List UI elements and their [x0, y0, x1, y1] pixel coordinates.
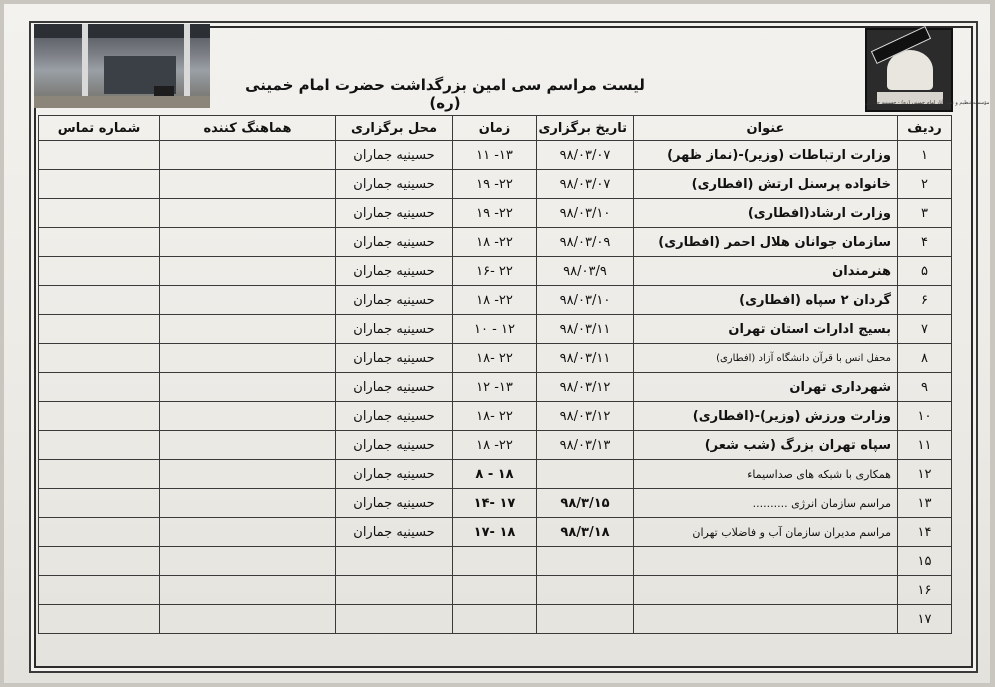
row-phone: [39, 199, 160, 228]
row-subject: مراسم سازمان انرژی ..........: [634, 489, 898, 518]
row-phone: [39, 315, 160, 344]
col-header-time: زمان: [453, 116, 537, 141]
row-subject: وزارت ارتباطات (وزیر)-(نماز ظهر): [634, 141, 898, 170]
table-row: [39, 373, 952, 402]
row-subject: [634, 576, 898, 605]
row-coordinator: [160, 431, 336, 460]
row-phone: [39, 576, 160, 605]
row-subject: سپاه تهران بزرگ (شب شعر): [634, 431, 898, 460]
col-header-phone: شماره تماس: [39, 116, 160, 141]
table-row: [39, 605, 952, 634]
page-title: لیست مراسم سی امین بزرگداشت حضرت امام خمینی (ره): [245, 76, 645, 112]
row-coordinator: [160, 402, 336, 431]
row-phone: [39, 402, 160, 431]
row-subject: وزارت ورزش (وزیر)-(افطاری): [634, 402, 898, 431]
row-date: ۹۸/۰۳/۱۲: [537, 373, 634, 402]
row-time: ۱۸ -۱۷: [453, 518, 537, 547]
row-place: [336, 576, 453, 605]
row-date: [537, 576, 634, 605]
row-subject: وزارت ارشاد(افطاری): [634, 199, 898, 228]
row-time: ۲۲- ۱۸: [453, 431, 537, 460]
row-time: ۲۲- ۱۹: [453, 199, 537, 228]
row-time: ۱۲ - ۱۰: [453, 315, 537, 344]
table-row: [39, 431, 952, 460]
table-row: [39, 344, 952, 373]
row-phone: [39, 228, 160, 257]
row-phone: [39, 605, 160, 634]
row-coordinator: [160, 344, 336, 373]
row-number: ۱۳: [898, 489, 952, 518]
row-coordinator: [160, 373, 336, 402]
row-coordinator: [160, 518, 336, 547]
row-number: ۶: [898, 286, 952, 315]
row-time: ۱۳- ۱۲: [453, 373, 537, 402]
row-time: ۲۲ -۱۸: [453, 402, 537, 431]
row-subject: خانواده پرسنل ارتش (افطاری): [634, 170, 898, 199]
row-phone: [39, 547, 160, 576]
row-subject: سازمان جوانان هلال احمر (افطاری): [634, 228, 898, 257]
row-place: حسینیه جماران: [336, 286, 453, 315]
row-place: حسینیه جماران: [336, 489, 453, 518]
table-row: [39, 547, 952, 576]
table-row: [39, 199, 952, 228]
row-time: ۱۳- ۱۱: [453, 141, 537, 170]
table-row: [39, 286, 952, 315]
row-number: ۱۵: [898, 547, 952, 576]
row-coordinator: [160, 460, 336, 489]
logo-caption: مؤسسه تنظیم و نشر آثار امام خمینی (ره) - حسینیه جماران: [865, 100, 990, 106]
table-row: [39, 518, 952, 547]
col-header-subject: عنوان: [634, 116, 898, 141]
row-coordinator: [160, 547, 336, 576]
row-subject: مراسم مدیران سازمان آب و فاضلاب تهران: [634, 518, 898, 547]
table-row: [39, 402, 952, 431]
events-table: [38, 115, 952, 634]
col-header-row-number: ردیف: [898, 116, 952, 141]
row-date: ۹۸/۰۳/۰۷: [537, 170, 634, 199]
row-place: حسینیه جماران: [336, 518, 453, 547]
table-row: [39, 460, 952, 489]
row-time: ۱۷ -۱۴: [453, 489, 537, 518]
row-phone: [39, 489, 160, 518]
row-coordinator: [160, 315, 336, 344]
row-phone: [39, 141, 160, 170]
row-subject: [634, 547, 898, 576]
row-subject: [634, 605, 898, 634]
row-time: ۲۲- ۱۸: [453, 228, 537, 257]
row-time: ۲۲- ۱۸: [453, 286, 537, 315]
row-time: [453, 605, 537, 634]
row-place: حسینیه جماران: [336, 228, 453, 257]
row-coordinator: [160, 576, 336, 605]
row-date: ۹۸/۰۳/۱۳: [537, 431, 634, 460]
table-row: [39, 489, 952, 518]
row-place: حسینیه جماران: [336, 373, 453, 402]
row-coordinator: [160, 141, 336, 170]
row-time: ۲۲ -۱۸: [453, 344, 537, 373]
row-coordinator: [160, 605, 336, 634]
row-time: ۱۸ - ۸: [453, 460, 537, 489]
row-number: ۳: [898, 199, 952, 228]
row-date: ۹۸/۰۳/۱۲: [537, 402, 634, 431]
header-photo: [34, 24, 210, 108]
row-phone: [39, 460, 160, 489]
table-header-row: [39, 116, 952, 141]
row-coordinator: [160, 228, 336, 257]
row-number: ۱: [898, 141, 952, 170]
row-coordinator: [160, 170, 336, 199]
row-number: ۹: [898, 373, 952, 402]
row-date: ۹۸/۰۳/۰۷: [537, 141, 634, 170]
row-date: ۹۸/۳/۱۵: [537, 489, 634, 518]
row-subject: بسیج ادارات استان تهران: [634, 315, 898, 344]
row-coordinator: [160, 257, 336, 286]
row-coordinator: [160, 199, 336, 228]
row-place: حسینیه جماران: [336, 199, 453, 228]
row-coordinator: [160, 489, 336, 518]
row-phone: [39, 286, 160, 315]
row-phone: [39, 257, 160, 286]
row-place: [336, 547, 453, 576]
col-header-date: تاریخ برگزاری: [537, 116, 634, 141]
row-place: حسینیه جماران: [336, 257, 453, 286]
row-number: ۴: [898, 228, 952, 257]
row-phone: [39, 344, 160, 373]
row-date: [537, 605, 634, 634]
row-date: ۹۸/۰۳/۹: [537, 257, 634, 286]
row-subject: همکاری با شبکه های صداسیماء: [634, 460, 898, 489]
row-phone: [39, 170, 160, 199]
row-time: ۲۲- ۱۹: [453, 170, 537, 199]
row-subject: هنرمندان: [634, 257, 898, 286]
row-place: حسینیه جماران: [336, 431, 453, 460]
row-date: ۹۸/۰۳/۱۰: [537, 286, 634, 315]
row-place: حسینیه جماران: [336, 170, 453, 199]
row-number: ۱۲: [898, 460, 952, 489]
row-number: ۱۷: [898, 605, 952, 634]
row-date: [537, 547, 634, 576]
row-subject: گردان ۲ سپاه (افطاری): [634, 286, 898, 315]
row-number: ۷: [898, 315, 952, 344]
row-time: ۲۲ -۱۶: [453, 257, 537, 286]
row-number: ۱۴: [898, 518, 952, 547]
row-coordinator: [160, 286, 336, 315]
row-place: حسینیه جماران: [336, 344, 453, 373]
col-header-place: محل برگزاری: [336, 116, 453, 141]
row-place: حسینیه جماران: [336, 141, 453, 170]
row-number: ۱۶: [898, 576, 952, 605]
row-date: ۹۸/۰۳/۰۹: [537, 228, 634, 257]
row-date: [537, 460, 634, 489]
row-phone: [39, 518, 160, 547]
row-phone: [39, 373, 160, 402]
table-row: [39, 228, 952, 257]
row-subject: شهرداری تهران: [634, 373, 898, 402]
row-time: [453, 576, 537, 605]
row-time: [453, 547, 537, 576]
table-row: [39, 257, 952, 286]
row-date: ۹۸/۳/۱۸: [537, 518, 634, 547]
row-date: ۹۸/۰۳/۱۱: [537, 344, 634, 373]
row-number: ۵: [898, 257, 952, 286]
row-place: [336, 605, 453, 634]
row-date: ۹۸/۰۳/۱۱: [537, 315, 634, 344]
table-row: [39, 141, 952, 170]
col-header-coordinator: هماهنگ کننده: [160, 116, 336, 141]
row-number: ۸: [898, 344, 952, 373]
row-number: ۱۱: [898, 431, 952, 460]
table-row: [39, 170, 952, 199]
row-date: ۹۸/۰۳/۱۰: [537, 199, 634, 228]
row-place: حسینیه جماران: [336, 402, 453, 431]
table-row: [39, 576, 952, 605]
row-phone: [39, 431, 160, 460]
row-number: ۱۰: [898, 402, 952, 431]
row-place: حسینیه جماران: [336, 460, 453, 489]
row-number: ۲: [898, 170, 952, 199]
row-place: حسینیه جماران: [336, 315, 453, 344]
table-row: [39, 315, 952, 344]
row-subject: محفل انس با قرآن دانشگاه آزاد (افطاری): [634, 344, 898, 373]
